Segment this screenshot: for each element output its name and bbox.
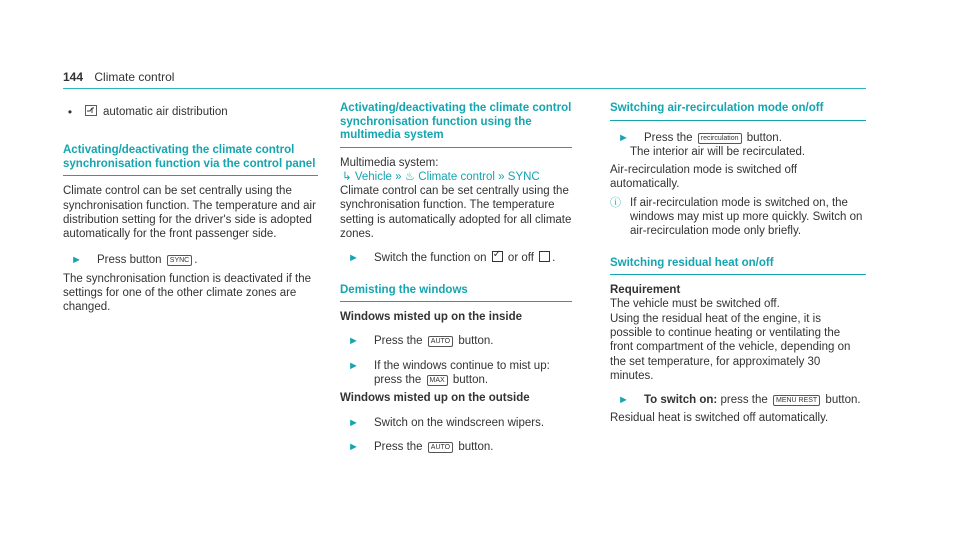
airflow-icon [85, 105, 97, 120]
instruction-step [340, 334, 572, 348]
step-text: Press the [644, 131, 693, 144]
subheading: Windows misted up on the inside [340, 311, 522, 324]
section-heading: Demisting the windows [340, 284, 572, 303]
note-text: If air-recirculation mode is switched on, the windows may mist up more quickly. Switch on air-recirculation mode only briefly. [630, 196, 863, 238]
step-text: press the [720, 394, 768, 407]
step-text: button. [458, 335, 494, 348]
section-heading: Switching air-recirculation mode on/off [610, 102, 866, 121]
step-text: If the windows continue to mist up: press the [374, 359, 550, 386]
step-text: or off [507, 252, 534, 265]
column-3 [610, 96, 866, 426]
column-1 [63, 96, 318, 315]
step-text: button. [825, 394, 861, 407]
page-header [63, 70, 174, 84]
paragraph: Using the residual heat of the engine, it is possible to continue heating or ventilating the front compartment of the vehicle, depending on the set temperature, for approximately 30 minutes. [610, 312, 851, 382]
multimedia-label: Multimedia system: [340, 156, 439, 169]
arrow-icon: ► [348, 416, 359, 429]
paragraph: Air-recirculation mode is switched off automatically. [610, 164, 798, 191]
arrow-icon: ► [618, 131, 629, 144]
step-text: Switch the function on [374, 252, 487, 265]
nav-arrow-icon: ↳ [342, 170, 352, 183]
arrow-icon: ► [348, 252, 359, 265]
nav-vehicle: Vehicle [354, 170, 392, 183]
double-chevron-icon: » [395, 170, 402, 183]
step-text: Press the [374, 440, 423, 453]
section-heading: Switching residual heat on/off [610, 257, 866, 276]
instruction-step [340, 359, 572, 388]
double-chevron-icon: » [498, 170, 505, 183]
step-text: button. [452, 373, 489, 386]
step-text: Press button [97, 254, 162, 267]
column-2 [340, 96, 572, 458]
sync-key-icon: SYNC [167, 255, 192, 266]
section-title: Climate control [94, 70, 175, 84]
arrow-icon: ► [348, 359, 359, 372]
checkbox-checked-icon [492, 251, 503, 262]
bullet-text: automatic air distribution [103, 106, 228, 118]
list-item [63, 105, 318, 120]
note [610, 196, 866, 239]
nav-sync: SYNC [507, 170, 540, 183]
auto-key-icon: AUTO [428, 336, 453, 347]
step-text: button. [458, 440, 494, 453]
section-heading: Activating/deactivating the climate control synchronisation function via the control panel [63, 144, 318, 176]
instruction-step [610, 393, 866, 407]
recirculation-key-icon: recirculation [698, 133, 742, 144]
menu-rest-key-icon: MENU REST [773, 395, 820, 406]
nav-climate-control: Climate control [418, 170, 495, 183]
section-heading: Activating/deactivating the climate control synchronisation function using the multimedia system [340, 102, 572, 148]
step-text: Switch on the windscreen wipers. [374, 416, 545, 429]
arrow-icon: ► [618, 394, 629, 407]
max-defrost-key-icon: MAX [427, 375, 448, 386]
subheading: Windows misted up on the outside [340, 392, 530, 405]
arrow-icon: ► [348, 440, 359, 453]
instruction-step: ► Press button SYNC . [63, 253, 318, 267]
instruction-step [340, 416, 572, 430]
page-number: 144 [63, 70, 84, 84]
step-result: The interior air will be recirculated. [630, 145, 806, 158]
step-bold: To switch on: [644, 394, 718, 407]
arrow-icon: ► [71, 254, 82, 267]
climate-icon: ♨ [404, 170, 416, 183]
info-icon: ⓘ [610, 196, 621, 209]
step-text: Press the [374, 335, 423, 348]
requirement-text: The vehicle must be switched off. [610, 298, 780, 311]
instruction-step [340, 440, 572, 454]
navigation-path [340, 170, 572, 184]
bullet-dot: • [67, 105, 73, 119]
checkbox-empty-icon [539, 251, 550, 262]
paragraph: Residual heat is switched off automatically. [610, 412, 829, 425]
step-text: button. [746, 131, 782, 144]
paragraph: Climate control can be set centrally using the synchronisation function. The temperature and air distribution setting for the driver's side is adopted automatically for the front passenger side. [63, 185, 316, 241]
instruction-step: ► Switch the function on ✓ or off . [340, 251, 572, 265]
header-divider [63, 88, 866, 89]
arrow-icon: ► [348, 335, 359, 348]
instruction-step [610, 131, 866, 145]
auto-key-icon: AUTO [428, 442, 453, 453]
requirement-label: Requirement [610, 284, 681, 297]
paragraph: The synchronisation function is deactivated if the settings for one of the other climate zones are changed. [63, 272, 312, 314]
paragraph: Climate control can be set centrally using the synchronisation function. The temperature setting is automatically adopted for all climate zones. [340, 185, 572, 240]
